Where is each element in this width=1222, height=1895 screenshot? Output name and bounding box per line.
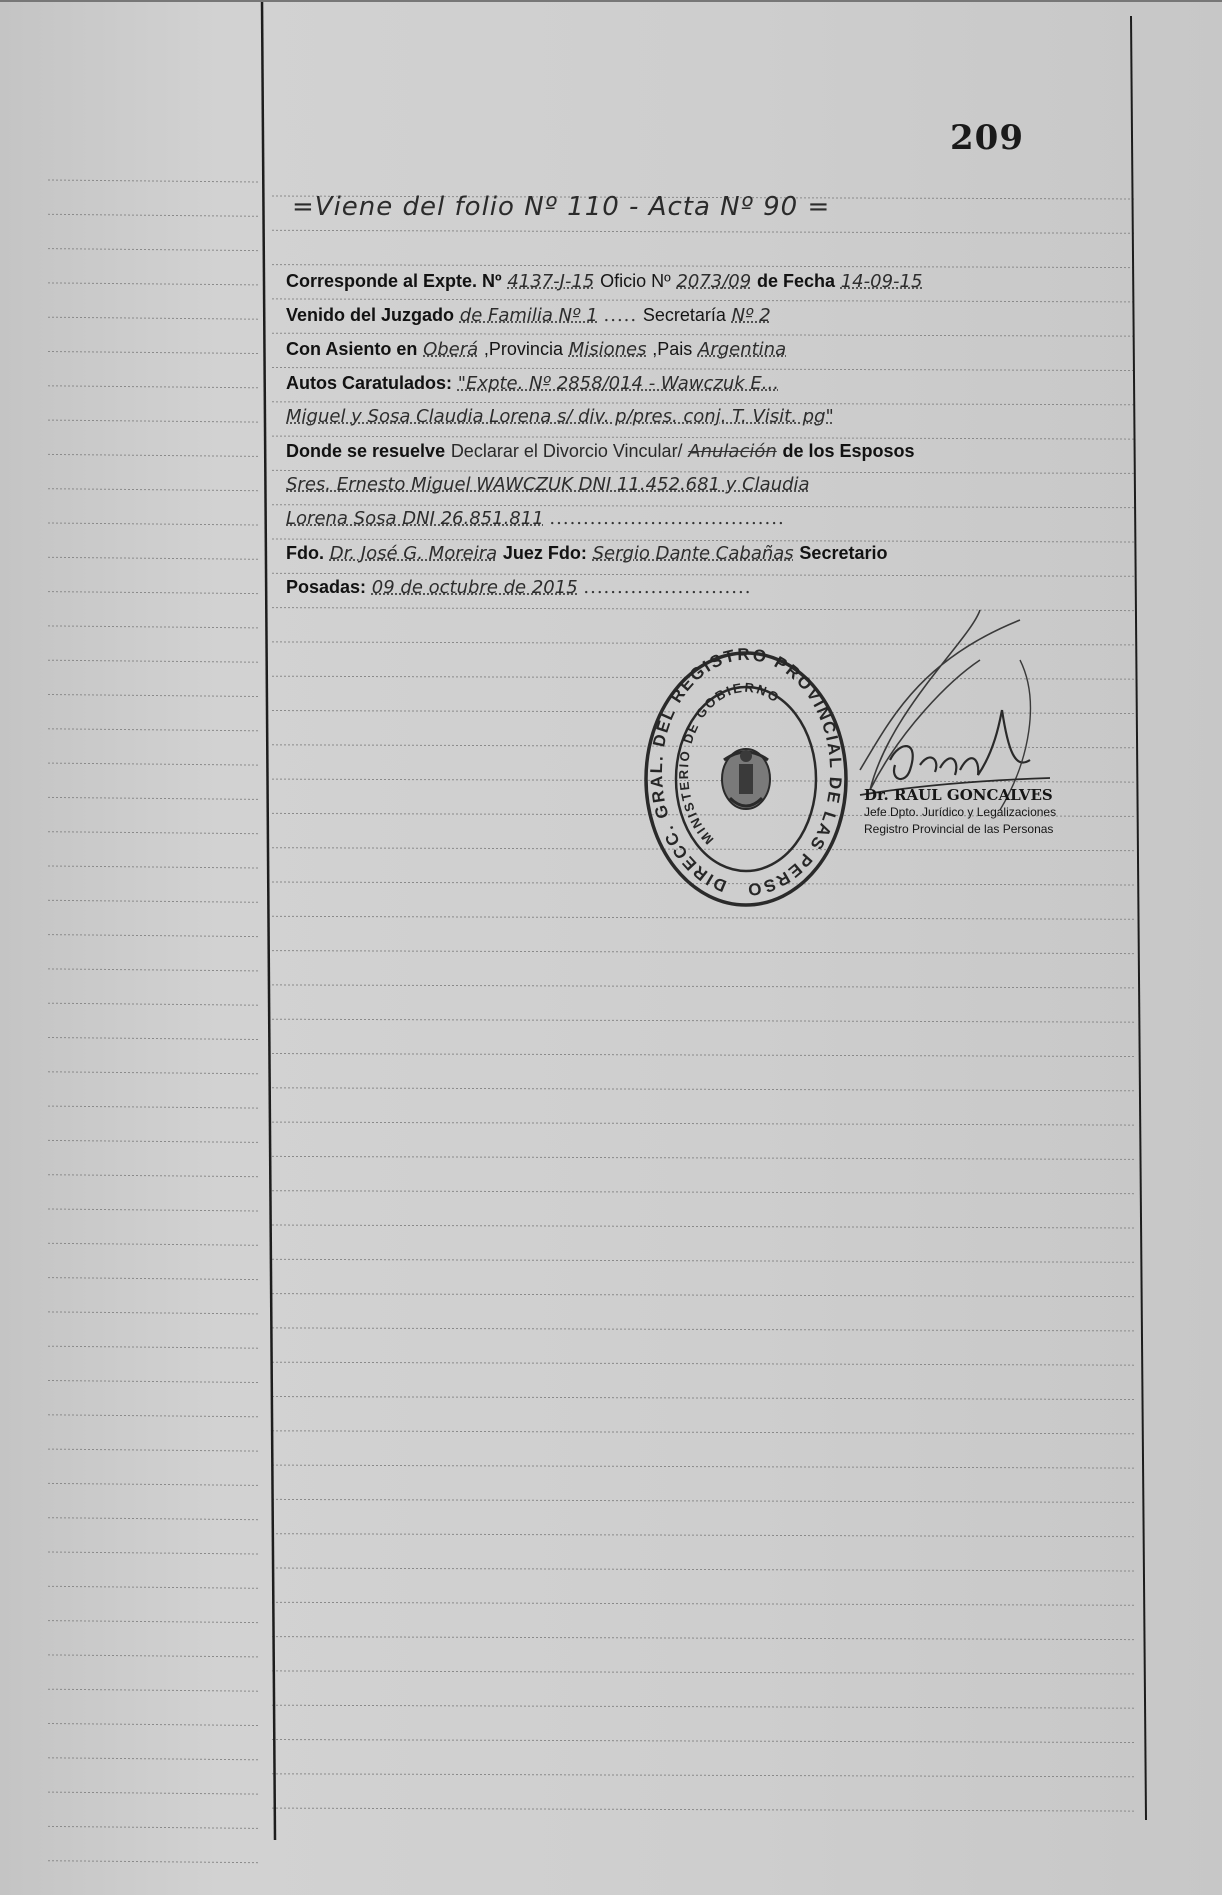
right-rule-line xyxy=(272,1705,1136,1708)
left-rule-line xyxy=(48,249,258,251)
heading-note: =Viene del folio Nº 110 - Acta Nº 90 = xyxy=(292,192,831,222)
right-rule-line xyxy=(272,1431,1136,1434)
form-line-esposos-1 xyxy=(286,468,1066,502)
oficio-value: 2073/09 xyxy=(676,271,752,292)
left-rule-line xyxy=(48,1209,258,1211)
secretaria-label: Secretaría xyxy=(642,305,726,325)
left-rule-line xyxy=(48,283,258,285)
seal-graphic xyxy=(640,648,852,910)
donde-struck-text: Anulación xyxy=(688,441,777,462)
right-rule-line xyxy=(272,1534,1136,1537)
left-rule-line xyxy=(48,797,258,799)
left-rule-line xyxy=(48,1449,258,1451)
left-rule-line xyxy=(48,1140,258,1142)
left-rule-line xyxy=(48,1518,258,1520)
right-rule-line xyxy=(272,1397,1136,1400)
coat-of-arms-icon xyxy=(722,749,770,809)
venido-label: Venido del Juzgado xyxy=(286,305,455,325)
seal-outer-text: DIRECC. GRAL. DEL REGISTRO PROVINCIAL DE LAS PERSO xyxy=(646,648,846,900)
form-line-donde xyxy=(286,434,1066,468)
form-line-posadas: Posadas: 09 de octubre de 2015 ......................... xyxy=(286,577,752,598)
left-rule-line xyxy=(48,1106,258,1108)
registration-form xyxy=(286,264,1066,604)
oficio-label: Oficio Nº xyxy=(600,271,671,291)
left-rule-line xyxy=(48,1003,258,1005)
corresponde-label: Corresponde al Expte. Nº xyxy=(286,271,502,291)
right-rule-line xyxy=(272,1294,1136,1297)
left-rule-line xyxy=(48,900,258,902)
left-rule-line xyxy=(48,935,258,937)
provincia-label: ,Provincia xyxy=(483,339,563,359)
esposos-value-1: Sres. Ernesto Miguel WAWCZUK DNI 11.452.681 y Claudia xyxy=(286,474,810,495)
posadas-label: Posadas: xyxy=(286,577,367,597)
right-rule-line xyxy=(272,1054,1136,1057)
juez-label: Juez Fdo: xyxy=(502,543,587,563)
left-rule-line xyxy=(48,523,258,525)
fdo-value: Dr. José G. Moreira xyxy=(329,543,498,564)
right-rule-line xyxy=(272,1637,1136,1640)
right-rule-line xyxy=(272,1225,1136,1228)
right-rule-line xyxy=(272,916,1136,919)
signatory-title-2: Registro Provincial de las Personas xyxy=(864,822,1054,836)
left-rule-line xyxy=(48,1415,258,1417)
posadas-value: 09 de octubre de 2015 xyxy=(371,577,578,598)
left-rule-line xyxy=(48,1689,258,1691)
left-rule-line xyxy=(48,317,258,319)
left-rule-line xyxy=(48,1826,258,1828)
right-rule-line xyxy=(272,1259,1136,1262)
left-rule-line xyxy=(48,1346,258,1348)
left-rule-line xyxy=(48,1861,258,1863)
fdo-label: Fdo. xyxy=(286,543,324,563)
fecha-label: de Fecha xyxy=(756,271,835,291)
left-rule-line xyxy=(48,1758,258,1760)
donde-text: Declarar el Divorcio Vincular/ xyxy=(450,441,683,461)
left-rule-line xyxy=(48,695,258,697)
left-rule-line xyxy=(48,454,258,456)
form-line-asiento xyxy=(286,332,1066,366)
fecha-value: 14-09-15 xyxy=(840,271,923,292)
right-rule-line xyxy=(272,1122,1136,1125)
right-rule-line xyxy=(272,1671,1136,1674)
left-rule-line xyxy=(48,420,258,422)
left-rule-line xyxy=(48,214,258,216)
left-rule-line xyxy=(48,1792,258,1794)
left-rule-line xyxy=(48,1724,258,1726)
autos-value-1: "Expte. Nº 2858/014 - Wawczuk E... xyxy=(457,373,779,394)
right-rule-line xyxy=(272,1328,1136,1331)
esposos-value-2: Lorena Sosa DNI 26.851.811 xyxy=(286,508,544,529)
right-rule-line xyxy=(272,1019,1136,1022)
right-rule-line xyxy=(272,1774,1136,1777)
left-rule-line xyxy=(48,626,258,628)
right-rule-line xyxy=(272,985,1136,988)
right-rule-line xyxy=(272,1602,1136,1605)
left-rule-line xyxy=(48,352,258,354)
margin-line-right xyxy=(1131,16,1146,1820)
left-rule-line xyxy=(48,729,258,731)
juzgado-value: de Familia Nº 1 xyxy=(459,305,598,326)
right-rule-line xyxy=(272,1808,1136,1811)
form-line-autos-cont xyxy=(286,400,1066,434)
form-line-corresponde xyxy=(286,264,1066,298)
signatory-name: Dr. RAUL GONCALVES xyxy=(864,786,1053,804)
autos-value-2: Miguel y Sosa Claudia Lorena s/ div. p/pres. conj. T. Visit. pg" xyxy=(286,406,834,427)
autos-label: Autos Caratulados: xyxy=(286,373,453,393)
left-rule-line xyxy=(48,1038,258,1040)
right-rule-line xyxy=(272,1499,1136,1502)
right-rule-line xyxy=(272,951,1136,954)
right-rule-line xyxy=(272,1088,1136,1091)
left-rule-line xyxy=(48,386,258,388)
left-rule-line xyxy=(48,1278,258,1280)
left-rule-line xyxy=(48,1552,258,1554)
left-rule-line xyxy=(48,180,258,182)
left-rule-line xyxy=(48,1483,258,1485)
left-rule-line xyxy=(48,592,258,594)
form-line-venido: Venido del Juzgado de Familia Nº 1 ..... Secretaría Nº 2 xyxy=(286,305,771,326)
esposos-label: de los Esposos xyxy=(782,441,915,461)
secretario-label: Secretario xyxy=(799,543,888,563)
asiento-label: Con Asiento en xyxy=(286,339,418,359)
margin-line-left xyxy=(262,0,275,1840)
donde-label: Donde se resuelve xyxy=(286,441,446,461)
left-rule-line xyxy=(48,969,258,971)
left-rule-line xyxy=(48,763,258,765)
form-line-autos xyxy=(286,366,1066,400)
left-rule-line xyxy=(48,1586,258,1588)
pais-value: Argentina xyxy=(697,339,787,360)
left-rule-line xyxy=(48,1621,258,1623)
right-rule-line xyxy=(272,1465,1136,1468)
left-rule-line xyxy=(48,1655,258,1657)
asiento-value: Oberá xyxy=(423,339,479,360)
left-rule-line xyxy=(48,1175,258,1177)
right-rule-line xyxy=(272,1156,1136,1159)
left-rule-line xyxy=(48,1243,258,1245)
right-rule-line xyxy=(272,1568,1136,1571)
form-line-fdo xyxy=(286,536,1066,570)
left-rule-line xyxy=(48,489,258,491)
signatory-block xyxy=(864,786,1104,838)
signatory-title-1: Jefe Dpto. Jurídico y Legalizaciones xyxy=(864,805,1057,819)
secretaria-value: Nº 2 xyxy=(731,305,771,326)
expte-value: 4137-J-15 xyxy=(507,271,595,292)
left-rule-line xyxy=(48,866,258,868)
juez-value: Sergio Dante Cabañas xyxy=(592,543,794,564)
seal-inner-text: MINISTERIO DE GOBIERNO xyxy=(675,679,784,848)
provincia-value: Misiones xyxy=(568,339,647,360)
right-rule-line xyxy=(272,1362,1136,1365)
left-rule-line xyxy=(48,1312,258,1314)
left-rule-line xyxy=(48,557,258,559)
official-seal xyxy=(640,648,852,910)
left-rule-line xyxy=(48,1381,258,1383)
folio-number: 209 xyxy=(950,118,1024,158)
left-rule-line xyxy=(48,832,258,834)
left-rule-line xyxy=(48,660,258,662)
right-rule-line xyxy=(272,1191,1136,1194)
right-rule-line xyxy=(272,230,1136,233)
left-rule-line xyxy=(48,1072,258,1074)
right-rule-line xyxy=(272,1740,1136,1743)
pais-label: ,Pais xyxy=(652,339,693,359)
form-line-esposos-2: Lorena Sosa DNI 26.851.811 ................................... xyxy=(286,508,785,529)
